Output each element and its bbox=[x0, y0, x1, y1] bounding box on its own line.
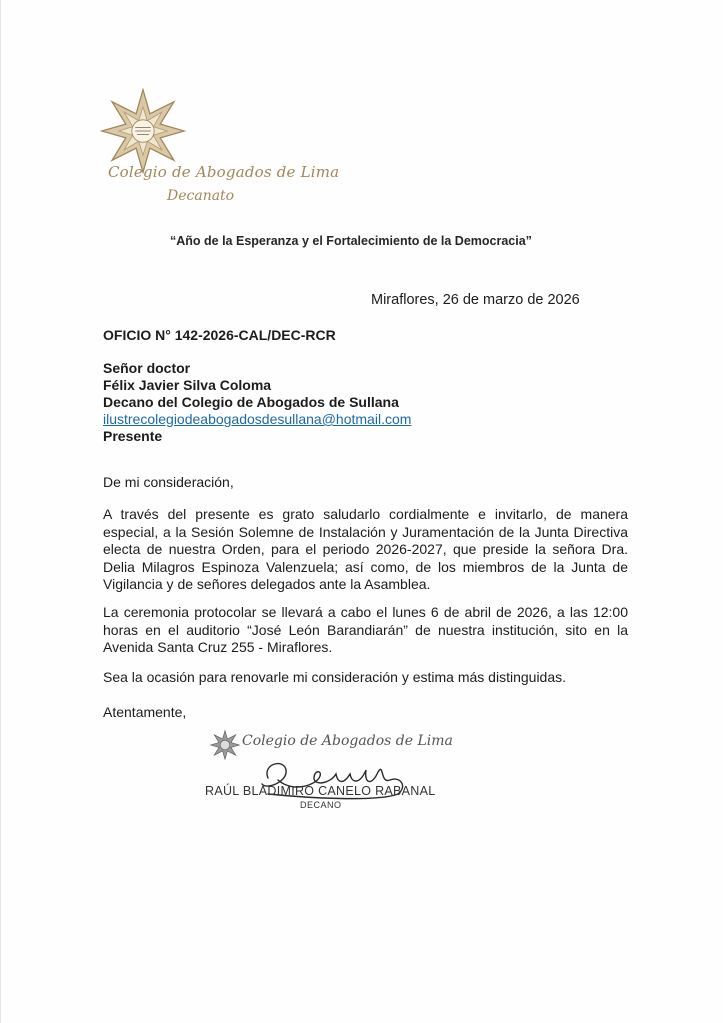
recipient-name: Félix Javier Silva Coloma bbox=[103, 377, 272, 393]
recipient-block bbox=[103, 360, 411, 445]
letterhead-org-name: Colegio de Abogados de Lima bbox=[108, 163, 340, 181]
star-emblem-icon bbox=[100, 88, 186, 174]
body-paragraph: A través del presente es grato saludarlo cordialmente e invitarlo, de manera especial, a la Sesión Solemne de Instalación y Juramentación de la Junta Directiva electa de nuestra Orden, para el periodo 2026-2027, que preside la señora Dra. Delia Milagros Espinoza Valenzuela; así como, de los miembros de la Junta de Vigilancia y de señores delegados ante la Asamblea. bbox=[103, 506, 628, 592]
reference-number: OFICIO N° 142-2026-CAL/DEC-RCR bbox=[103, 327, 336, 343]
star-seal-icon bbox=[210, 730, 240, 760]
letterhead-unit: Decanato bbox=[167, 188, 235, 204]
signer-name: RAÚL BLADIMIRO CANELO RABANAL bbox=[205, 784, 436, 798]
stamp-text: Colegio de Abogados de Lima bbox=[242, 733, 453, 749]
year-motto: “Año de la Esperanza y el Fortalecimiento de la Democracia” bbox=[170, 234, 532, 248]
greeting: De mi consideración, bbox=[103, 474, 234, 490]
signer-title: DECANO bbox=[300, 800, 342, 810]
recipient-email-link[interactable]: ilustrecolegiodeabogadosdesullana@hotmail.com bbox=[103, 411, 412, 427]
recipient-salutation: Señor doctor bbox=[103, 360, 191, 376]
date-line: Miraflores, 26 de marzo de 2026 bbox=[371, 292, 580, 308]
body-paragraph: Sea la ocasión para renovarle mi consideración y estima más distinguidas. bbox=[103, 669, 567, 685]
recipient-position: Decano del Colegio de Abogados de Sullana bbox=[103, 394, 399, 410]
recipient-presente: Presente bbox=[103, 428, 163, 444]
closing: Atentamente, bbox=[103, 704, 187, 720]
body-paragraph: La ceremonia protocolar se llevará a cabo el lunes 6 de abril de 2026, a las 12:00 horas en el auditorio “José León Barandiarán” de nuestra institución, sito en la Avenida Santa Cruz 255 - Miraflores. bbox=[103, 604, 628, 655]
